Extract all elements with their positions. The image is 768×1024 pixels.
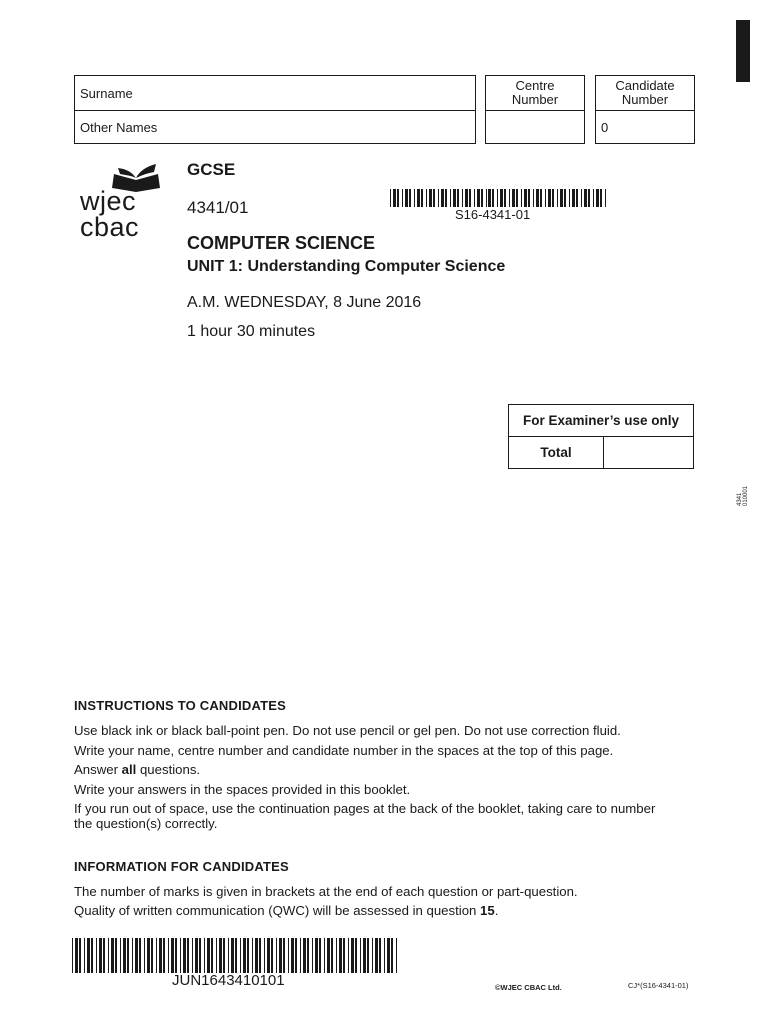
- barcode-bar: [481, 189, 483, 207]
- barcode-bar: [199, 938, 201, 973]
- barcode-bar: [367, 938, 369, 973]
- barcode-bar: [276, 938, 277, 973]
- barcode-bar: [500, 189, 503, 207]
- barcode-bar: [348, 938, 349, 973]
- barcode-bar: [363, 938, 366, 973]
- barcode-bar: [405, 189, 408, 207]
- barcode-bar: [569, 189, 570, 207]
- barcode-bar: [168, 938, 169, 973]
- side-code-line1: 4341: [737, 492, 743, 506]
- page-marker-bar: [736, 20, 750, 82]
- barcode-bar: [84, 938, 85, 973]
- top-barcode: [390, 189, 608, 207]
- barcode-bar: [211, 938, 213, 973]
- logo-text-cbac: cbac: [80, 212, 140, 242]
- barcode-bar: [581, 189, 582, 207]
- surname-field[interactable]: [75, 76, 475, 111]
- side-code: [737, 486, 749, 506]
- barcode-bar: [524, 189, 527, 207]
- barcode-bar: [255, 938, 258, 973]
- barcode-bar: [291, 938, 294, 973]
- barcode-bar: [402, 189, 403, 207]
- barcode-bar: [91, 938, 93, 973]
- barcode-bar: [372, 938, 373, 973]
- top-barcode-text: S16-4341-01: [455, 207, 531, 222]
- barcode-bar: [521, 189, 522, 207]
- barcode-bar: [216, 938, 217, 973]
- barcode-bar: [453, 189, 456, 207]
- barcode-bar: [474, 189, 475, 207]
- barcode-bar: [187, 938, 189, 973]
- barcode-bar: [384, 938, 385, 973]
- barcode-bar: [391, 938, 393, 973]
- barcode-bar: [469, 189, 471, 207]
- exam-duration: 1 hour 30 minutes: [187, 323, 316, 340]
- barcode-bar: [548, 189, 551, 207]
- instructions-line3-pre: Answer: [74, 762, 122, 777]
- centre-number-label-line2: Number: [511, 92, 559, 107]
- barcode-bar: [593, 189, 594, 207]
- barcode-bar: [204, 938, 205, 973]
- barcode-bar: [307, 938, 309, 973]
- barcode-bar: [441, 189, 444, 207]
- information-line2-bold: 15: [480, 903, 495, 918]
- information-line2-post: .: [494, 903, 499, 918]
- total-label: Total: [509, 437, 604, 469]
- barcode-bar: [175, 938, 177, 973]
- barcode-bar: [509, 189, 510, 207]
- barcode-bar: [144, 938, 145, 973]
- barcode-bar: [303, 938, 306, 973]
- barcode-bar: [465, 189, 468, 207]
- barcode-bar: [457, 189, 459, 207]
- instructions-line5a: If you run out of space, use the continuation pages at the back of the booklet, taking care to number: [74, 801, 656, 816]
- barcode-bar: [379, 938, 381, 973]
- barcode-bar: [390, 189, 391, 207]
- barcode-bar: [540, 189, 542, 207]
- logo-text-wjec: wjec: [80, 186, 137, 216]
- instructions-heading: INSTRUCTIONS TO CANDIDATES: [74, 698, 287, 713]
- barcode-bar: [497, 189, 498, 207]
- candidate-number-box: [595, 75, 695, 144]
- candidate-number-field[interactable]: [596, 110, 694, 144]
- subject-title: COMPUTER SCIENCE: [187, 233, 376, 253]
- barcode-bar: [295, 938, 297, 973]
- barcode-bar: [414, 189, 415, 207]
- reference-code: CJ*(S16-4341-01): [628, 981, 689, 990]
- instructions-line3-bold: all: [121, 762, 137, 777]
- barcode-bar: [312, 938, 313, 973]
- wjec-logo: [80, 160, 162, 244]
- barcode-bar: [132, 938, 133, 973]
- barcode-bar: [572, 189, 575, 207]
- barcode-bar: [396, 938, 397, 973]
- barcode-bar: [159, 938, 162, 973]
- barcode-bar: [536, 189, 539, 207]
- barcode-bar: [75, 938, 78, 973]
- barcode-bar: [231, 938, 234, 973]
- barcode-bar: [488, 189, 491, 207]
- barcode-bar: [327, 938, 330, 973]
- barcode-bar: [259, 938, 261, 973]
- other-names-label: Other Names: [80, 120, 158, 135]
- barcode-bar: [492, 189, 494, 207]
- barcode-bar: [139, 938, 141, 973]
- barcode-bar: [192, 938, 193, 973]
- barcode-bar: [96, 938, 97, 973]
- barcode-bar: [533, 189, 534, 207]
- barcode-bar: [462, 189, 463, 207]
- barcode-bar: [564, 189, 566, 207]
- barcode-bar: [279, 938, 282, 973]
- barcode-bar: [147, 938, 150, 973]
- barcode-bar: [387, 938, 390, 973]
- barcode-bar: [409, 189, 411, 207]
- footer-barcode-text: JUN1643410101: [172, 972, 285, 989]
- barcode-bar: [171, 938, 174, 973]
- barcode-bar: [252, 938, 253, 973]
- information-line2: [74, 903, 498, 918]
- barcode-bar: [516, 189, 518, 207]
- examiner-use-table: [508, 404, 694, 469]
- side-code-line2: 010001: [743, 485, 749, 506]
- footer-barcode: [72, 938, 400, 973]
- barcode-bar: [429, 189, 432, 207]
- barcode-bar: [584, 189, 587, 207]
- barcode-bar: [127, 938, 129, 973]
- barcode-bar: [560, 189, 563, 207]
- instructions-line2: Write your name, centre number and candidate number in the spaces at the top of this page.: [74, 743, 614, 758]
- barcode-bar: [135, 938, 138, 973]
- information-line1: The number of marks is given in brackets at the end of each question or part-question.: [74, 884, 578, 899]
- barcode-bar: [315, 938, 318, 973]
- barcode-bar: [504, 189, 506, 207]
- barcode-bar: [243, 938, 246, 973]
- barcode-bar: [343, 938, 345, 973]
- instructions-line5b: the question(s) correctly.: [74, 816, 218, 831]
- centre-number-label: [486, 79, 584, 107]
- centre-number-label-line1: Centre: [515, 78, 555, 93]
- surname-label: Surname: [80, 86, 133, 101]
- barcode-bar: [247, 938, 249, 973]
- barcode-bar: [576, 189, 578, 207]
- barcode-bar: [393, 189, 396, 207]
- barcode-bar: [163, 938, 165, 973]
- barcode-bar: [300, 938, 301, 973]
- candidate-number-label-line1: Candidate: [615, 78, 675, 93]
- barcode-bar: [512, 189, 515, 207]
- barcode-bar: [319, 938, 321, 973]
- instructions-line3: [74, 762, 200, 777]
- total-value-field[interactable]: [604, 437, 694, 469]
- barcode-bar: [156, 938, 157, 973]
- candidate-number-label-line2: Number: [621, 92, 669, 107]
- barcode-bar: [552, 189, 554, 207]
- barcode-bar: [588, 189, 590, 207]
- barcode-bar: [207, 938, 210, 973]
- barcode-bar: [111, 938, 114, 973]
- centre-number-box: [485, 75, 585, 144]
- barcode-bar: [339, 938, 342, 973]
- barcode-bar: [421, 189, 423, 207]
- barcode-bar: [123, 938, 126, 973]
- barcode-bar: [228, 938, 229, 973]
- candidate-number-label: [596, 79, 694, 107]
- barcode-bar: [417, 189, 420, 207]
- barcode-bar: [235, 938, 237, 973]
- barcode-bar: [99, 938, 102, 973]
- barcode-bar: [115, 938, 117, 973]
- barcode-bar: [108, 938, 109, 973]
- barcode-bar: [267, 938, 270, 973]
- instructions-line3-post: questions.: [136, 762, 201, 777]
- barcode-bar: [72, 938, 73, 973]
- barcode-bar: [79, 938, 81, 973]
- barcode-bar: [445, 189, 447, 207]
- centre-number-field[interactable]: [486, 110, 584, 144]
- unit-title: UNIT 1: Understanding Computer Science: [187, 258, 506, 275]
- barcode-bar: [596, 189, 599, 207]
- barcode-bar: [219, 938, 222, 973]
- barcode-bar: [438, 189, 439, 207]
- examiner-header: For Examiner’s use only: [509, 405, 694, 437]
- barcode-bar: [271, 938, 273, 973]
- exam-level: GCSE: [187, 160, 236, 179]
- barcode-bar: [336, 938, 337, 973]
- information-line2-pre: Quality of written communication (QWC) will be assessed in question: [74, 903, 481, 918]
- barcode-bar: [195, 938, 198, 973]
- barcode-bar: [557, 189, 558, 207]
- barcode-bar: [283, 938, 285, 973]
- barcode-bar: [351, 938, 354, 973]
- barcode-bar: [151, 938, 153, 973]
- barcode-bar: [324, 938, 325, 973]
- barcode-bar: [120, 938, 121, 973]
- barcode-bar: [264, 938, 265, 973]
- instructions-line4: Write your answers in the spaces provided in this booklet.: [74, 782, 411, 797]
- barcode-bar: [180, 938, 181, 973]
- copyright: ©WJEC CBAC Ltd.: [495, 983, 562, 992]
- barcode-bar: [397, 189, 399, 207]
- barcode-bar: [528, 189, 530, 207]
- barcode-bar: [360, 938, 361, 973]
- barcode-bar: [103, 938, 105, 973]
- other-names-field[interactable]: [75, 110, 475, 143]
- barcode-bar: [486, 189, 487, 207]
- barcode-bar: [450, 189, 451, 207]
- information-heading: INFORMATION FOR CANDIDATES: [74, 859, 289, 874]
- barcode-bar: [545, 189, 546, 207]
- barcode-bar: [223, 938, 225, 973]
- barcode-bar: [331, 938, 333, 973]
- barcode-bar: [426, 189, 427, 207]
- name-box: [74, 75, 476, 144]
- barcode-bar: [433, 189, 435, 207]
- instructions-line1: Use black ink or black ball-point pen. Do not use pencil or gel pen. Do not use correction fluid.: [74, 723, 621, 738]
- barcode-bar: [87, 938, 90, 973]
- barcode-bar: [355, 938, 357, 973]
- barcode-bar: [288, 938, 289, 973]
- barcode-bar: [600, 189, 602, 207]
- exam-date: A.M. WEDNESDAY, 8 June 2016: [187, 294, 422, 311]
- barcode-bar: [375, 938, 378, 973]
- barcode-bar: [240, 938, 241, 973]
- barcode-bar: [183, 938, 186, 973]
- barcode-bar: [605, 189, 606, 207]
- barcode-bar: [477, 189, 480, 207]
- exam-code: 4341/01: [187, 198, 249, 217]
- candidate-number-value: 0: [601, 120, 609, 135]
